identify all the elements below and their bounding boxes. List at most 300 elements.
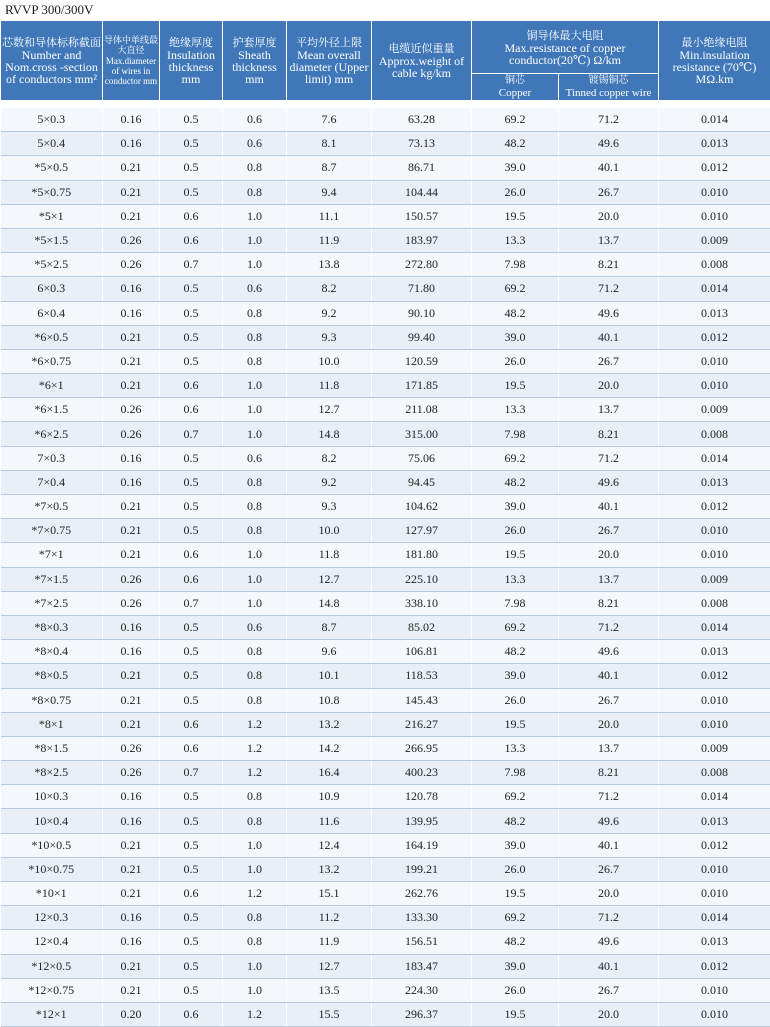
table-cell: 0.8 [223,785,287,809]
table-cell: 1.0 [223,204,287,228]
table-cell: 26.7 [559,349,659,373]
table-cell: 0.21 [103,325,160,349]
table-cell: 0.26 [103,736,160,760]
table-cell: 9.4 [287,180,372,204]
table-cell: *10×1 [1,882,103,906]
table-cell: 8.21 [559,253,659,277]
header-min-insulation-cn: 最小绝缘电阻 [659,36,770,49]
table-cell: 0.16 [103,809,160,833]
table-cell: 0.008 [659,761,770,785]
table-cell: 11.1 [287,204,372,228]
table-cell: 181.80 [372,543,472,567]
table-cell: 0.014 [659,277,770,301]
table-cell: 0.8 [223,930,287,954]
table-cell: 171.85 [372,374,472,398]
table-cell: 1.0 [223,422,287,446]
table-row [1,664,770,688]
table-cell: 225.10 [372,567,472,591]
table-cell: 0.6 [160,712,223,736]
table-cell: 12.7 [287,398,372,422]
table-cell: 85.02 [372,615,472,639]
table-cell: 145.43 [372,688,472,712]
table-cell: 49.6 [559,640,659,664]
header-insulation-cn: 绝缘厚度 [160,36,222,49]
table-cell: 0.26 [103,398,160,422]
header-weight-en: Approx.weight of cable kg/km [372,55,471,79]
table-row [1,809,770,833]
table-cell: 0.5 [160,470,223,494]
table-cell: 0.009 [659,567,770,591]
table-cell: 71.2 [559,906,659,930]
table-cell: 1.0 [223,954,287,978]
header-max-resistance [472,21,659,74]
table-cell: 1.0 [223,591,287,615]
table-cell: 0.8 [223,688,287,712]
table-cell: 6×0.4 [1,301,103,325]
table-row [1,954,770,978]
header-weight [372,21,472,101]
document-title: RVVP 300/300V [5,0,93,20]
table-cell: 0.010 [659,349,770,373]
table-cell: 0.6 [223,277,287,301]
table-cell: *5×2.5 [1,253,103,277]
table-cell: 0.010 [659,374,770,398]
table-cell: 15.1 [287,882,372,906]
table-cell: 48.2 [472,930,559,954]
table-cell: 12×0.3 [1,906,103,930]
table-cell: 94.45 [372,470,472,494]
table-cell: 19.5 [472,374,559,398]
table-cell: 199.21 [372,857,472,881]
table-cell: 0.5 [160,519,223,543]
table-cell: 19.5 [472,712,559,736]
table-cell: 0.014 [659,615,770,639]
table-cell: 0.16 [103,785,160,809]
table-cell: 39.0 [472,325,559,349]
table-cell: 12×0.4 [1,930,103,954]
table-cell: 0.7 [160,591,223,615]
table-cell: *5×1.5 [1,228,103,252]
table-cell: 0.21 [103,543,160,567]
table-cell: 0.8 [223,156,287,180]
table-cell: 9.2 [287,470,372,494]
table-cell: 15.5 [287,1002,372,1026]
table-cell: 164.19 [372,833,472,857]
table-cell: 272.80 [372,253,472,277]
table-cell: 14.8 [287,591,372,615]
table-cell: 69.2 [472,277,559,301]
table-cell: 0.5 [160,301,223,325]
header-insulation-en: Insulation thickness mm [160,49,222,85]
header-insulation [160,21,223,101]
table-cell: 0.008 [659,591,770,615]
table-row [1,615,770,639]
table-cell: 315.00 [372,422,472,446]
table-cell: 20.0 [559,204,659,228]
table-cell: 7.98 [472,761,559,785]
table-cell: 0.009 [659,398,770,422]
table-row [1,712,770,736]
table-cell: 120.59 [372,349,472,373]
header-cores-section [1,21,103,101]
table-cell: 0.014 [659,108,770,132]
table-row [1,906,770,930]
table-cell: 0.8 [223,906,287,930]
table-cell: 0.008 [659,253,770,277]
table-cell: 40.1 [559,325,659,349]
table-cell: 8.21 [559,422,659,446]
table-cell: 0.010 [659,688,770,712]
table-cell: 6×0.3 [1,277,103,301]
table-row [1,301,770,325]
table-cell: 11.8 [287,543,372,567]
header-tinned-copper [559,74,659,101]
table-cell: 0.5 [160,833,223,857]
table-cell: 0.7 [160,761,223,785]
table-row [1,882,770,906]
table-cell: 120.78 [372,785,472,809]
table-cell: 0.8 [223,519,287,543]
table-cell: 5×0.4 [1,132,103,156]
table-cell: 1.0 [223,978,287,1002]
table-cell: 0.5 [160,349,223,373]
table-cell: 0.26 [103,761,160,785]
table-cell: 26.0 [472,688,559,712]
table-cell: 7×0.4 [1,470,103,494]
table-row [1,567,770,591]
table-cell: 7.98 [472,253,559,277]
table-cell: 0.8 [223,495,287,519]
table-cell: 13.2 [287,712,372,736]
table-cell: 11.8 [287,374,372,398]
table-cell: *12×1 [1,1002,103,1026]
table-cell: 0.8 [223,325,287,349]
table-cell: *6×1.5 [1,398,103,422]
table-cell: *5×1 [1,204,103,228]
table-cell: 0.010 [659,519,770,543]
table-cell: 0.8 [223,664,287,688]
table-cell: 0.5 [160,809,223,833]
table-cell: 0.16 [103,906,160,930]
table-cell: 0.5 [160,978,223,1002]
table-row [1,833,770,857]
table-cell: 40.1 [559,954,659,978]
table-cell: 71.2 [559,277,659,301]
table-cell: 0.013 [659,470,770,494]
table-cell: 127.97 [372,519,472,543]
table-cell: 266.95 [372,736,472,760]
table-cell: *8×0.3 [1,615,103,639]
table-cell: 19.5 [472,543,559,567]
table-cell: 9.3 [287,325,372,349]
table-cell: 0.012 [659,156,770,180]
table-cell: 0.21 [103,204,160,228]
header-wire-diameter-en: Max.diameter of wires in conductor mm [103,56,159,86]
table-cell: 13.3 [472,398,559,422]
table-cell: 71.2 [559,615,659,639]
table-cell: 13.7 [559,567,659,591]
table-cell: 7.98 [472,591,559,615]
table-cell: *10×0.75 [1,857,103,881]
table-cell: 0.5 [160,495,223,519]
table-cell: 0.5 [160,664,223,688]
table-row [1,543,770,567]
table-cell: 71.2 [559,446,659,470]
table-cell: 71.2 [559,785,659,809]
table-cell: 7×0.3 [1,446,103,470]
table-cell: 49.6 [559,301,659,325]
table-cell: 0.8 [223,349,287,373]
table-cell: 0.6 [160,736,223,760]
table-cell: 183.47 [372,954,472,978]
table-cell: *8×0.4 [1,640,103,664]
table-cell: 7.98 [472,422,559,446]
header-wire-diameter [103,21,160,101]
table-row [1,422,770,446]
table-row [1,470,770,494]
table-cell: 39.0 [472,664,559,688]
table-row [1,978,770,1002]
table-body [1,101,770,1027]
table-cell: *7×1 [1,543,103,567]
table-row [1,253,770,277]
table-cell: 26.0 [472,519,559,543]
table-cell: 39.0 [472,833,559,857]
table-cell: 1.0 [223,398,287,422]
table-cell: 1.2 [223,736,287,760]
table-cell: 0.6 [223,108,287,132]
table-cell: 0.5 [160,615,223,639]
table-row [1,374,770,398]
table-cell: 0.5 [160,132,223,156]
table-row [1,930,770,954]
table-cell: 0.012 [659,325,770,349]
table-cell: 26.7 [559,857,659,881]
table-cell: *10×0.5 [1,833,103,857]
table-cell: 12.7 [287,567,372,591]
table-cell: 0.16 [103,930,160,954]
table-cell: *5×0.75 [1,180,103,204]
table-cell: 0.014 [659,785,770,809]
table-cell: 0.5 [160,325,223,349]
table-cell: 0.012 [659,833,770,857]
table-cell: 0.012 [659,954,770,978]
table-cell: 1.2 [223,712,287,736]
table-cell: 0.21 [103,664,160,688]
table-row [1,228,770,252]
table-row [1,761,770,785]
table-cell: 211.08 [372,398,472,422]
table-cell: 69.2 [472,615,559,639]
header-sheath-en: Sheath thickness mm [223,49,286,85]
table-cell: 0.013 [659,132,770,156]
table-cell: 40.1 [559,833,659,857]
table-cell: 0.013 [659,930,770,954]
table-cell: 69.2 [472,446,559,470]
table-cell: 14.2 [287,736,372,760]
table-cell: 0.6 [160,398,223,422]
table-cell: 0.012 [659,495,770,519]
table-row [1,785,770,809]
table-cell: 0.8 [223,180,287,204]
table-cell: *7×0.75 [1,519,103,543]
table-cell: 0.8 [223,301,287,325]
table-cell: 73.13 [372,132,472,156]
table-cell: 10.1 [287,664,372,688]
header-weight-cn: 电缆近似重量 [372,42,471,55]
table-cell: 13.8 [287,253,372,277]
header-max-resistance-cn: 铜导体最大电阻 [472,29,658,42]
table-cell: 0.010 [659,180,770,204]
table-cell: 0.5 [160,446,223,470]
table-cell: *6×0.75 [1,349,103,373]
table-cell: 0.6 [160,882,223,906]
header-sheath-cn: 护套厚度 [223,36,286,49]
table-row [1,1002,770,1026]
table-row [1,736,770,760]
table-cell: 39.0 [472,495,559,519]
header-mean-diameter [287,21,372,101]
table-cell: 48.2 [472,640,559,664]
table-cell: 9.2 [287,301,372,325]
table-cell: 0.7 [160,253,223,277]
table-cell: *8×1.5 [1,736,103,760]
table-cell: 13.3 [472,567,559,591]
table-cell: 10.0 [287,519,372,543]
table-cell: 0.010 [659,882,770,906]
table-cell: 104.62 [372,495,472,519]
table-cell: 71.2 [559,108,659,132]
table-cell: 400.23 [372,761,472,785]
table-cell: *12×0.5 [1,954,103,978]
table-cell: 26.0 [472,978,559,1002]
table-cell: 49.6 [559,470,659,494]
table-cell: 0.26 [103,567,160,591]
table-cell: 49.6 [559,809,659,833]
header-cores-section-cn: 芯数和导体标称截面 [1,36,102,49]
table-cell: 0.6 [160,374,223,398]
table-cell: 1.0 [223,543,287,567]
table-cell: 0.009 [659,228,770,252]
table-cell: 0.010 [659,978,770,1002]
table-cell: *7×0.5 [1,495,103,519]
table-cell: 11.9 [287,930,372,954]
table-cell: 0.6 [223,446,287,470]
table-cell: 48.2 [472,470,559,494]
table-cell: *12×0.75 [1,978,103,1002]
table-cell: 1.0 [223,567,287,591]
table-row [1,640,770,664]
table-cell: 8.2 [287,277,372,301]
table-cell: 0.6 [160,204,223,228]
table-cell: 0.20 [103,1002,160,1026]
table-cell: 26.0 [472,349,559,373]
header-min-insulation [659,21,770,101]
table-cell: 19.5 [472,882,559,906]
table-cell: 0.5 [160,906,223,930]
table-row [1,180,770,204]
table-cell: 296.37 [372,1002,472,1026]
table-cell: 0.16 [103,301,160,325]
table-cell: 8.21 [559,591,659,615]
header-mean-diameter-cn: 平均外径上限 [287,36,371,49]
table-cell: 0.21 [103,882,160,906]
table-row [1,277,770,301]
table-cell: 0.16 [103,615,160,639]
table-cell: 63.28 [372,108,472,132]
table-cell: 12.7 [287,954,372,978]
table-cell: 0.8 [223,809,287,833]
header-max-resistance-en: Max.resistance of copper conductor(20℃) Ω/km [472,42,658,66]
table-cell: 20.0 [559,1002,659,1026]
table-cell: 0.5 [160,688,223,712]
table-cell: *7×1.5 [1,567,103,591]
table-cell: 1.2 [223,761,287,785]
table-cell: 69.2 [472,906,559,930]
table-cell: 8.7 [287,615,372,639]
table-cell: 0.7 [160,422,223,446]
table-cell: 16.4 [287,761,372,785]
table-cell: 26.7 [559,978,659,1002]
table-cell: 13.3 [472,736,559,760]
table-cell: 48.2 [472,809,559,833]
table-cell: 0.16 [103,446,160,470]
table-cell: 13.7 [559,228,659,252]
table-cell: 0.21 [103,156,160,180]
table-cell: 0.16 [103,132,160,156]
header-wire-diameter-cn: 导体中单线最大直径 [103,36,159,56]
table-cell: 20.0 [559,543,659,567]
table-cell: 49.6 [559,132,659,156]
table-cell: 49.6 [559,930,659,954]
header-copper-en: Copper [472,87,558,99]
table-cell: 0.16 [103,277,160,301]
table-cell: *6×2.5 [1,422,103,446]
table-row [1,156,770,180]
table-cell: 0.26 [103,228,160,252]
table-cell: 0.013 [659,640,770,664]
table-row [1,398,770,422]
table-cell: 0.21 [103,495,160,519]
table-cell: 14.8 [287,422,372,446]
table-cell: 0.26 [103,422,160,446]
table-cell: 0.21 [103,978,160,1002]
table-cell: *6×1 [1,374,103,398]
table-cell: 224.30 [372,978,472,1002]
table-cell: 10×0.4 [1,809,103,833]
table-cell: 0.16 [103,640,160,664]
cable-spec-table [0,20,770,1027]
table-cell: 1.0 [223,374,287,398]
table-cell: 0.013 [659,301,770,325]
table-cell: 11.9 [287,228,372,252]
table-cell: 0.21 [103,833,160,857]
table-cell: 86.71 [372,156,472,180]
table-cell: 0.6 [160,543,223,567]
table-cell: 216.27 [372,712,472,736]
table-cell: 106.81 [372,640,472,664]
table-cell: 0.5 [160,180,223,204]
table-cell: *8×2.5 [1,761,103,785]
table-row [1,204,770,228]
table-cell: 10.0 [287,349,372,373]
table-cell: 0.21 [103,519,160,543]
table-cell: 0.5 [160,108,223,132]
header-tinned-copper-en: Tinned copper wire [559,87,658,99]
table-cell: 0.014 [659,906,770,930]
table-cell: 0.012 [659,664,770,688]
table-cell: 48.2 [472,301,559,325]
